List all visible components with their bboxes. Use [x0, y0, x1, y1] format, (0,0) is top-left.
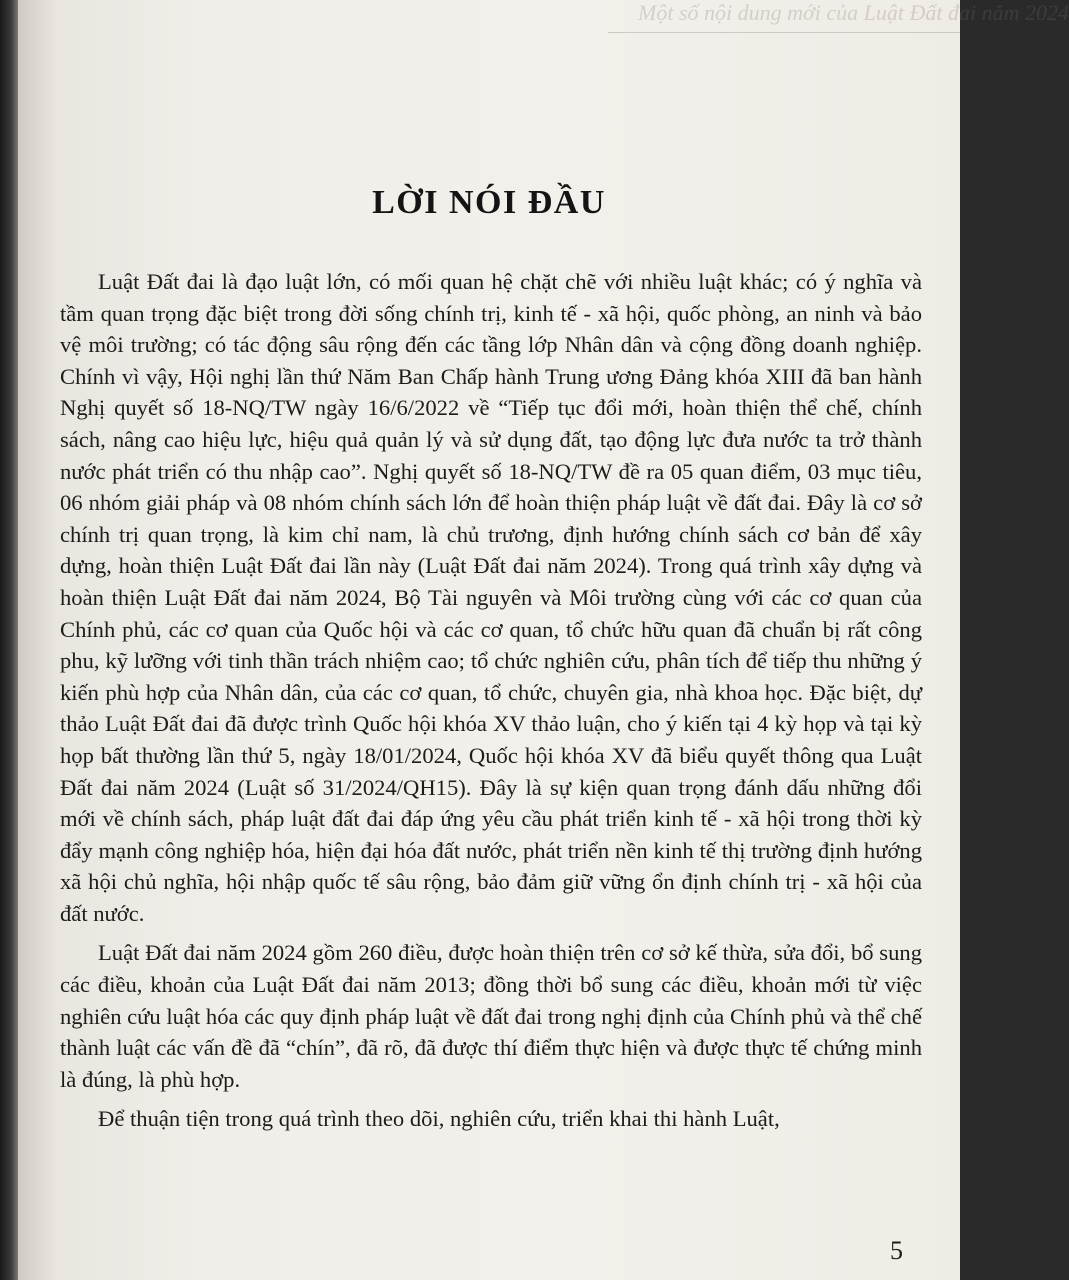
- paragraph-1: Luật Đất đai là đạo luật lớn, có mối quan hệ chặt chẽ với nhiều luật khác; có ý nghĩa và tầm quan trọng đặc biệt trong đời sống chính trị, kinh tế - xã hội, quốc phòng, an ninh và bảo vệ môi trường; có tác động sâu rộng đến các tầng lớp Nhân dân và cộng đồng doanh nghiệp. Chính vì vậy, Hội nghị lần thứ Năm Ban Chấp hành Trung ương Đảng khóa XIII đã ban hành Nghị quyết số 18-NQ/TW ngày 16/6/2022 về “Tiếp tục đổi mới, hoàn thiện thể chế, chính sách, nâng cao hiệu lực, hiệu quả quản lý và sử dụng đất, tạo động lực đưa nước ta trở thành nước phát triển có thu nhập cao”. Nghị quyết số 18-NQ/TW đề ra 05 quan điểm, 03 mục tiêu, 06 nhóm giải pháp và 08 nhóm chính sách lớn để hoàn thiện pháp luật về đất đai. Đây là cơ sở chính trị quan trọng, là kim chỉ nam, là chủ trương, định hướng chính sách cơ bản để xây dựng, hoàn thiện Luật Đất đai lần này (Luật Đất đai năm 2024). Trong quá trình xây dựng và hoàn thiện Luật Đất đai năm 2024, Bộ Tài nguyên và Môi trường cùng với các cơ quan của Chính phủ, các cơ quan của Quốc hội và các cơ quan, tổ chức hữu quan đã chuẩn bị rất công phu, kỹ lưỡng với tinh thần trách nhiệm cao; tổ chức nghiên cứu, phân tích để tiếp thu những ý kiến phù hợp của Nhân dân, của các cơ quan, tổ chức, chuyên gia, nhà khoa học. Đặc biệt, dự thảo Luật Đất đai đã được trình Quốc hội khóa XV thảo luận, cho ý kiến tại 4 kỳ họp và tại kỳ họp bất thường lần thứ 5, ngày 18/01/2024, Quốc hội khóa XV đã biểu quyết thông qua Luật Đất đai năm 2024 (Luật số 31/2024/QH15). Đây là sự kiện quan trọng đánh dấu những đổi mới về chính sách, pháp luật đất đai đáp ứng yêu cầu phát triển kinh tế - xã hội trong thời kỳ đẩy mạnh công nghiệp hóa, hiện đại hóa đất nước, phát triển nền kinh tế thị trường định hướng xã hội chủ nghĩa, hội nhập quốc tế sâu rộng, bảo đảm giữ vững ổn định chính trị - xã hội của đất nước.: [60, 269, 922, 926]
- book-spine-shadow: [0, 0, 18, 1280]
- book-page: [18, 0, 1069, 1280]
- paragraph-3: Để thuận tiện trong quá trình theo dõi, nghiên cứu, triển khai thi hành Luật,: [98, 1106, 780, 1132]
- page-number: 5: [890, 1236, 903, 1265]
- header-rule: [608, 32, 960, 33]
- page-title: LỜI NÓI ĐẦU: [372, 184, 606, 221]
- running-head: Một số nội dung mới của Luật Đất đai năm 2024: [638, 0, 1069, 25]
- body-text: [60, 266, 922, 1143]
- paragraph-2: Luật Đất đai năm 2024 gồm 260 điều, được hoàn thiện trên cơ sở kế thừa, sửa đổi, bổ sung các điều, khoản của Luật Đất đai năm 2013; đồng thời bổ sung các điều, khoản mới từ việc nghiên cứu luật hóa các quy định pháp luật về đất đai trong nghị định của Chính phủ và thể chế thành luật các vấn đề đã “chín”, đã rõ, đã được thí điểm thực hiện và được thực tế chứng minh là đúng, là phù hợp.: [60, 940, 922, 1092]
